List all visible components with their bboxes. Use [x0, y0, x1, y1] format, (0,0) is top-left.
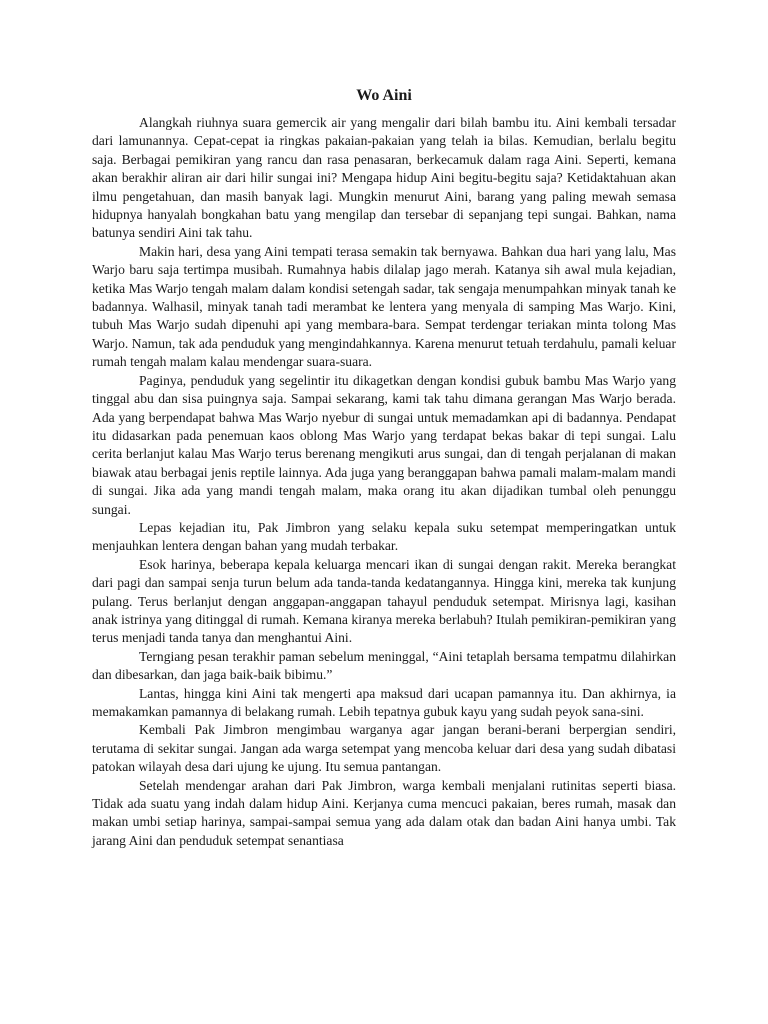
paragraph-2: Makin hari, desa yang Aini tempati terasa semakin tak bernyawa. Bahkan dua hari yang lalu, Mas Warjo baru saja tertimpa musibah. Rumahnya habis dilalap jago merah. Katanya sih awal mula kejadian, ketika Mas Warjo tengah malam dalam kondisi setengah sadar, tak sengaja menumpahkan minyak tanah ke badannya. Walhasil, minyak tanah tadi merambat ke lentera yang menyala di samping Mas Warjo. Kini, tubuh Mas Warjo sudah dipenuhi api yang membara-bara. Sempat terdengar teriakan minta tolong Mas Warjo. Namun, tak ada penduduk yang mengindahkannya. Karena menurut tetuah terdahulu, pamali keluar rumah tengah malam kalau mendengar suara-suara. [92, 243, 676, 370]
paragraph-8: Kembali Pak Jimbron mengimbau warganya agar jangan berani-berani berpergian sendiri, terutama di sekitar sungai. Jangan ada warga setempat yang mencoba keluar dari desa yang sudah dibatasi patokan wilayah desa dari ujung ke ujung. Itu semua pantangan. [92, 722, 676, 775]
paragraph-6: Terngiang pesan terakhir paman sebelum meninggal, “Aini tetaplah bersama tempatmu dilahirkan dan dibesarkan, dan jaga baik-baik bibimu.” [92, 648, 676, 683]
paragraph-5: Esok harinya, beberapa kepala keluarga mencari ikan di sungai dengan rakit. Mereka berangkat dari pagi dan sampai senja turun belum ada tanda-tanda kedatangannya. Hingga kini, mereka tak kunjung pulang. Terus berlanjut dengan anggapan-anggapan tahayul penduduk setempat. Mirisnya lagi, kasihan anak istrinya yang ditinggal di rumah. Kemana kiranya mereka berlabuh? Itulah pemikiran-pemikiran yang terus menjadi tanda tanya dan menghantui Aini. [92, 556, 676, 646]
paragraph-1: Alangkah riuhnya suara gemercik air yang mengalir dari bilah bambu itu. Aini kembali tersadar dari lamunannya. Cepat-cepat ia ringkas pakaian-pakaian yang telah ia bilas. Kemudian, berlalu begitu saja. Berbagai pemikiran yang rancu dan rasa penasaran, berkecamuk dalam raga Aini. Seperti, kemana akan berakhir aliran air dari hilir sungai ini? Mengapa hidup Aini begitu-begitu saja? Ketidaktahuan akan ilmu pengetahuan, dan masih banyak lagi. Mungkin menurut Aini, barang yang paling mewah semasa hidupnya hanyalah bongkahan batu yang mengilap dan tersebar di sepanjang tepi sungai. Bahkan, nama batunya sendiri Aini tak tahu. [92, 115, 676, 241]
paragraph-3: Paginya, penduduk yang segelintir itu dikagetkan dengan kondisi gubuk bambu Mas Warjo yang tinggal abu dan sisa puingnya saja. Sampai sekarang, kami tak tahu dimana gerangan Mas Warjo berada. Ada yang berpendapat bahwa Mas Warjo nyebur di sungai untuk memadamkan api di badannya. Pendapat itu didasarkan pada penemuan kaos oblong Mas Warjo yang terdapat bekas bakar di tepi sungai. Lalu cerita berlanjut kalau Mas Warjo terus berenang mengikuti arus sungai, dan di tengah perjalanan di makan biawak atau berbagai jenis reptile lainnya. Ada juga yang beranggapan bahwa pamali malam-malam mandi di sungai. Jika ada yang mandi tengah malam, maka orang itu akan dijadikan tumbal oleh penunggu sungai. [92, 372, 676, 517]
paragraph-4: Lepas kejadian itu, Pak Jimbron yang selaku kepala suku setempat memperingatkan untuk menjauhkan lentera dengan bahan yang mudah terbakar. [92, 519, 676, 554]
document-page [92, 86, 676, 850]
paragraph-7: Lantas, hingga kini Aini tak mengerti apa maksud dari ucapan pamannya itu. Dan akhirnya, ia memakamkan pamannya di belakang rumah. Lebih tepatnya gubuk kayu yang sudah peyok sana-sini. [92, 685, 676, 719]
document-title: Wo Aini [356, 87, 412, 104]
paragraph-9: Setelah mendengar arahan dari Pak Jimbron, warga kembali menjalani rutinitas seperti biasa. Tidak ada suatu yang indah dalam hidup Aini. Kerjanya cuma mencuci pakaian, beres rumah, masak dan makan umbi setiap harinya, sampai-sampai semua yang ada dalam otak dan badan Aini hanya umbi. Tak jarang Aini dan penduduk setempat senantiasa [92, 777, 676, 848]
